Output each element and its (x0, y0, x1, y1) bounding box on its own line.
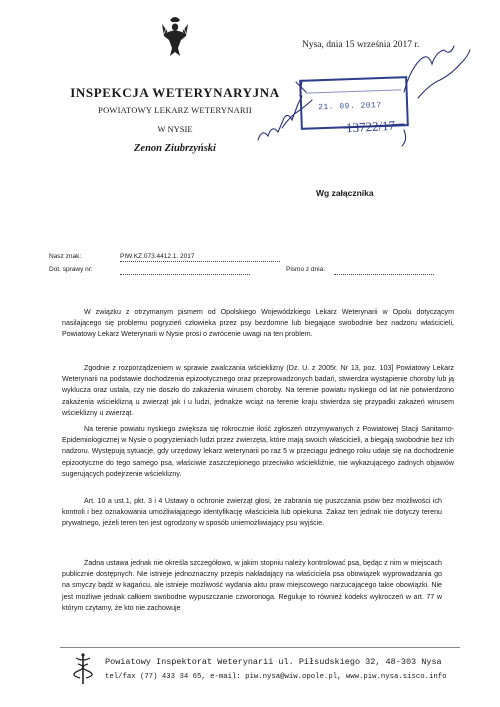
institution-name: INSPEKCJA WETERYNARYJNA (70, 85, 280, 100)
letter-date-label: Pismo z dnia: (286, 266, 326, 273)
body-paragraph: Zgodnie z rozporządzeniem w sprawie zwalczania wścieklizny (Dz. U. z 2005r. Nr 13, poz. 103] Powiatowy Lekarz Weterynarii na podstawie dochodzenia epizootycznego oraz przeprowadzonych badań, stwierdza wystąpienie choroby lub ją wyklucza oraz ustala, czy nie doszło do zakażenia wirusem choroby. Na terenie powiatu nyskiego od lat nie potwierdzono zakażenia wścieklizną u zwierząt jak i u ludzi, jednakże wciąż na terenie kraju stwierdza się przypadki zakażeń wirusem wścieklizny u zwierząt. (62, 364, 454, 417)
stamp-date: 21. 09. 2017 (317, 101, 382, 113)
body-paragraph: Na terenie powiatu nyskiego zwiększa się rokrocznie ilość zgłoszeń otrzymywanych z Powiatowej Stacji Sanitarno-Epidemiologicznej w Nysie o pogryzieniach ludzi przez zwierzęta, które mają swoich właścicieli, a biegają swobodnie bez ich nadzoru. Występują sytuacje, gdy urzędowy lekarz weterynarii po raz 5 w przeciągu jednego roku udaje się na dochodzenie epizootyczne do tego samego psa, właściwie zaszczepionego przeciwko wściekliźnie, nie wykazującego żadnych objawów sugerujących podejrzenie wścieklizny. (62, 425, 454, 478)
eagle-emblem-icon (160, 14, 190, 58)
registration-number: 13722/17 (345, 117, 396, 136)
body-paragraph: Art. 10 a ust.1, pkt. 3 i 4 Ustawy o ochronie zwierząt głosi, że zabrania się puszczania psów bez możliwości ich kontroli i bez oznakowania umożliwiającego identyfikację właściciela lub opiekuna. Zakaz ten jednak nie dotyczy terenu prywatnego, jeżeli teren ten jest ogrodzony w sposób uniemożliwiający psu wyjście. (62, 497, 442, 528)
institution-subtitle: POWIATOWY LEKARZ WETERYNARII (98, 105, 252, 115)
case-number-label: Dot. sprawy nr: (49, 266, 93, 273)
reference-value: PIW.KZ.073.4412.1. 2017 (120, 253, 195, 260)
caduceus-logo-icon (70, 652, 96, 686)
body-paragraph: W związku z otrzymanym pismem od Opolskiego Wojewódzkiego Lekarz Weterynarii w Opolu dotyczącym nasilającego się problemu pogryzień człowieka przez psy bezdomne lub biegające swobodnie bez nadzoru właścicieli, Powiatowy Lekarz Weterynarii w Nysie prosi o zwrócenie uwagi na ten problem. (62, 308, 454, 339)
footer-address: Powiatowy Inspektorat Weterynarii ul. Piłsudskiego 32, 48-303 Nysa (105, 657, 442, 667)
institution-city: W NYSIE (157, 124, 193, 134)
stamp-header (305, 81, 401, 93)
reference-label: Nasz znak: (49, 253, 82, 260)
place-and-date: Nysa, dnia 15 września 2017 r. (302, 40, 420, 50)
body-paragraph: Żadna ustawa jednak nie określa szczegółowo, w jakim stopniu należy kontrolować psa, będąc z nim w miejscach publicznie dostępnych. Nie istnieje jednoznaczny przepis nakładający na właściciela psa obowiązek wyprowadzania go na smyczy bądź w kagańcu, ale istnieje możliwość wydania aktu praw miejscowego narzucającego takie obowiązki. Nie jest możliwe jednak całkiem swobodne wypuszczanie czworonoga. Reguluje to również kodeks wykroczeń w art. 77 w którym czytamy, że kto nie zachowuje (62, 559, 442, 612)
case-number-underline (120, 274, 250, 275)
letter-date-underline (334, 274, 434, 275)
footer-divider (60, 647, 460, 648)
footer-contact: tel/fax (77) 433 34 65, e-mail: piw.nysa@wiw.opole.pl, www.piw.nysa.sisco.info (105, 673, 447, 681)
reference-underline (120, 261, 280, 262)
official-name: Zenon Ziubrzyński (134, 143, 216, 154)
attachment-note: Wg załącznika (316, 188, 374, 198)
